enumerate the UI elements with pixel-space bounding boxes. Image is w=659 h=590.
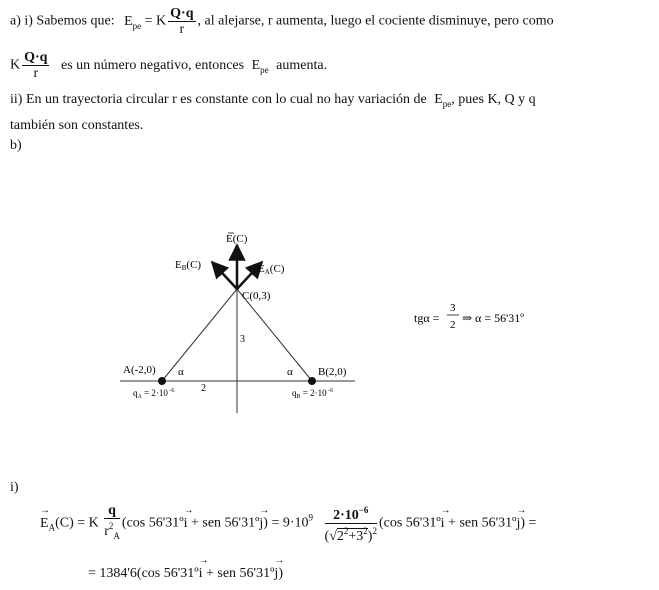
unit-i-3: → i [199, 566, 203, 582]
part-a-i-intro: a) i) Sabemos que: [10, 13, 115, 29]
label-eb: EB(C) [175, 259, 202, 272]
k-symbol: K [10, 57, 21, 73]
fraction-qq-r: $\frac{Q\cdot q}{r}$ [170, 6, 194, 37]
epe-symbol: $E_{pe}$ [124, 13, 142, 31]
vector-ea-symbol: → E [40, 516, 49, 532]
label-e: E(C) [226, 233, 248, 245]
fraction-qq-r-2: $\frac{Q\cdot q}{r}$ [24, 50, 48, 81]
label-base: 2 [201, 383, 206, 394]
part-a-ii-line2: también son constantes. [10, 118, 144, 133]
eq-k: = K [144, 13, 167, 29]
unit-i-2: → i [441, 516, 445, 532]
equation-ea: → $E_A(C) = K$ $\frac{q}{r^2_A}$ (cos 56'31º→ i + sen 56'31º→ $j) = 9\cdot 10^9$ $\frac{2\cdot 10^{-6}}{(√2^2+3^2)^2}$ (cos 56'31º→ i + sen 56'31º→ j) = [40, 503, 536, 544]
tg-lhs: tgα = [414, 311, 440, 325]
part-b-label: b) [10, 138, 22, 153]
label-alpha-a: α [178, 366, 184, 378]
label-qa: $q_A = 2\cdot 10$ $^{-6}$ [133, 388, 175, 400]
epe-symbol-2: $E_{pe}$ [251, 57, 269, 75]
label-height: 3 [240, 334, 245, 345]
vector-eb [212, 262, 237, 289]
equation-result: = 1384'6(cos 56'31º→ i + sen 56'31º→ j) [88, 566, 283, 582]
unit-j-2: → j [516, 516, 520, 532]
tg-num: 3 [450, 302, 456, 314]
part-a-i-rest2: es un número negativo, entonces [60, 57, 245, 73]
label-a: A(-2,0) [123, 364, 156, 376]
tg-den: 2 [450, 319, 456, 331]
tg-rhs: ⇒ α = 56'31º [462, 311, 524, 325]
label-ea: EA(C) [258, 263, 285, 276]
fraction-coulomb: $\frac{2\cdot 10^{-6}}{(√2^2+3^2)^2}$ [324, 505, 377, 544]
epe-symbol-3: $E_{pe}$ [434, 92, 452, 109]
side-ac [162, 289, 237, 381]
fraction-q-r2: $\frac{q}{r^2_A}$ [104, 503, 120, 541]
part-a-i-rest3: aumenta. [276, 57, 328, 73]
point-b [308, 377, 316, 385]
side-bc [237, 289, 312, 381]
point-a [158, 377, 166, 385]
part-a-ii-end: , pues K, Q y q [451, 92, 536, 107]
part-a-i-rest1: , al alejarse, r aumenta, luego el cociente disminuye, pero como [197, 13, 554, 29]
label-c: C(0,3) [242, 290, 271, 302]
label-b: B(2,0) [318, 366, 347, 378]
unit-j-3: → j [274, 566, 278, 582]
unit-j: → j [259, 516, 263, 532]
unit-i: → i [184, 516, 188, 532]
label-qb: $q_B = 2\cdot 10$ $^{-6}$ [292, 388, 334, 400]
part-a-ii-text1: ii) En un trayectoria circular r es constante con lo cual no hay variación de [10, 92, 427, 107]
eq1-e-arg: (C) = K [55, 515, 99, 531]
part-i-label: i) [10, 480, 19, 495]
label-alpha-b: α [287, 366, 293, 378]
